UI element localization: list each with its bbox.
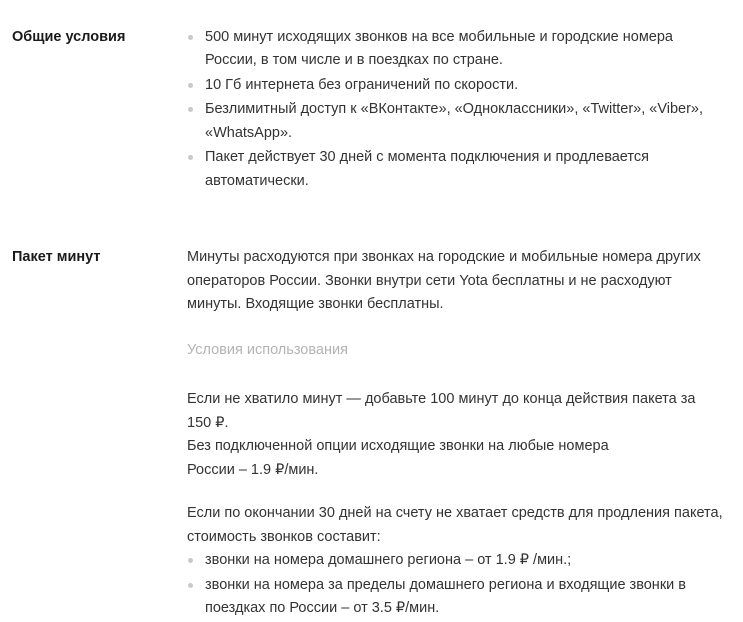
paragraph-gap [187,482,723,502]
paragraph-gap [187,362,723,388]
minutes-intro-paragraph: Минуты расходуются при звонках на городские и мобильные номера других операторов России. Звонки внутри сети Yota бесплатны и не расходуют минуты. Входящие звонки бесплатны. [187,249,701,313]
section-body-general-conditions [187,26,723,194]
list-item: 10 Гб интернета без ограничений по скорости. [187,74,723,97]
section-general-conditions [12,26,723,194]
extra-minutes-line-1: Если не хватило минут — добавьте 100 минут до конца действия пакета за 150 ₽. [187,391,696,431]
list-item: Пакет действует 30 дней с момента подключения и продлевается автоматически. [187,146,723,193]
general-conditions-list [187,26,723,193]
paragraph-gap [187,317,723,339]
list-item: звонки на номера за пределы домашнего региона и входящие звонки в поездках по России – от 3.5 ₽/мин. [187,574,723,621]
section-title-minutes-package: Пакет минут [12,249,101,266]
section-title-general-conditions: Общие условия [12,29,126,45]
extra-minutes-line-2: Без подключенной опции исходящие звонки на любые номера [187,438,609,455]
list-item: звонки на номера домашнего региона – от 1.9 ₽ /мин.; [187,549,723,572]
section-minutes-package [12,246,723,621]
expiry-pricing-paragraph: Если по окончании 30 дней на счету не хватает средств для продления пакета, стоимость звонков составит: [187,505,723,545]
extra-minutes-line-3: России – 1.9 ₽/мин. [187,461,319,478]
list-item: 500 минут исходящих звонков на все мобильные и городские номера России, в том числе и в поездках по стране. [187,26,723,73]
section-body-minutes-package [187,246,723,621]
expiry-pricing-list [187,549,723,620]
usage-conditions-subheading: Условия использования [187,341,348,358]
list-item: Безлимитный доступ к «ВКонтакте», «Одноклассники», «Twitter», «Viber», «WhatsApp». [187,98,723,145]
section-spacer [12,194,723,246]
